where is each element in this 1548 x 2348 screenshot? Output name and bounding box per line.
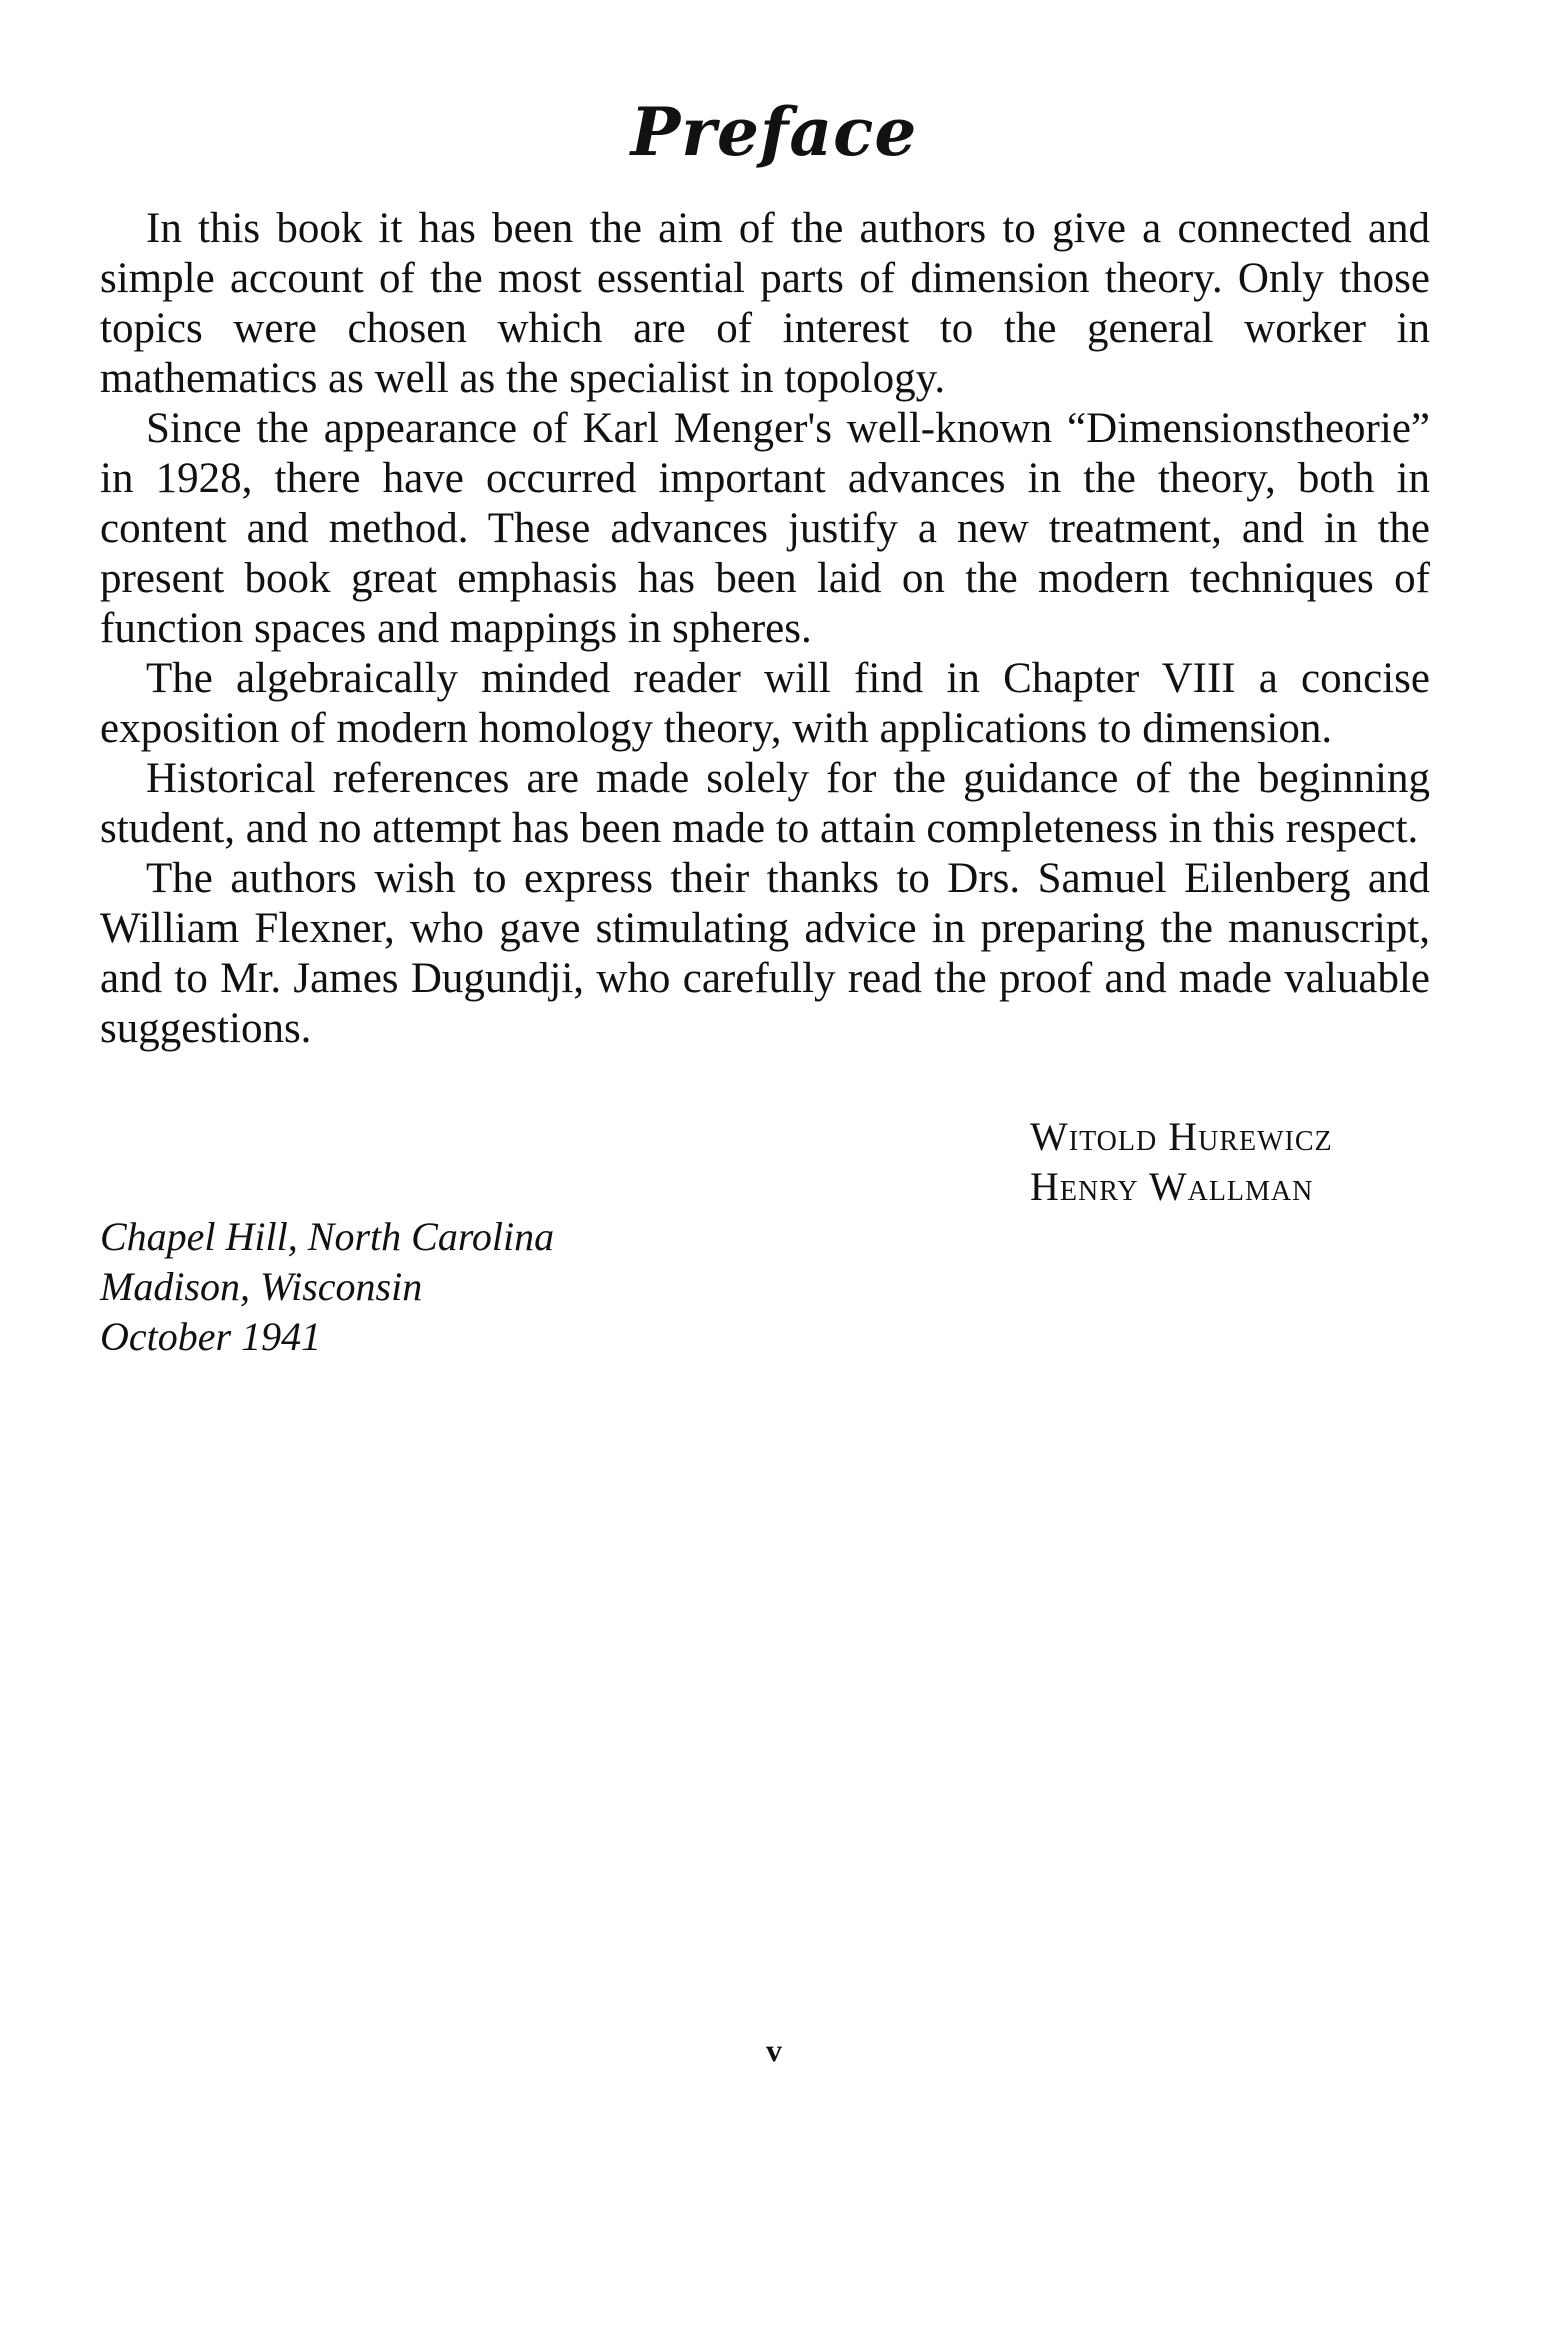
paragraph-thanks: The authors wish to express their thanks to Drs. Samuel Eilenberg and William Flexner, who gave stimulating advice in preparing the manuscript, and to Mr. James Dugundji, who carefully read the proof and made valuable suggestions. [100, 855, 1430, 1052]
preface-body [100, 204, 1430, 1054]
place-and-date [100, 1212, 554, 1362]
place-line: Chapel Hill, North Carolina [100, 1214, 555, 1259]
date-line: October 1941 [100, 1314, 322, 1359]
paragraph-homology: The algebraically minded reader will find in Chapter VIII a concise exposition of modern homology theory, with applications to dimension. [100, 655, 1430, 752]
author-name: Witold Hurewicz [1030, 1114, 1333, 1159]
author-signatures [1030, 1112, 1333, 1212]
author-name: Henry Wallman [1030, 1164, 1314, 1209]
page-title: Preface [630, 93, 918, 171]
paragraph-references: Historical references are made solely for the guidance of the beginning student, and no attempt has been made to attain completeness in this respect. [100, 755, 1430, 852]
place-line: Madison, Wisconsin [100, 1264, 423, 1309]
page-number: v [766, 2032, 782, 2068]
paragraph-menger: Since the appearance of Karl Menger's well-known “Dimensionstheorie” in 1928, there have occurred important advances in the theory, both in content and method. These advances justify a new treatment, and in the present book great emphasis has been laid on the modern techniques of function spaces and mappings in spheres. [100, 405, 1430, 652]
paragraph-aim: In this book it has been the aim of the authors to give a connected and simple account of the most essential parts of dimension theory. Only those topics were chosen which are of interest to the general worker in mathematics as well as the specialist in topology. [100, 205, 1430, 402]
